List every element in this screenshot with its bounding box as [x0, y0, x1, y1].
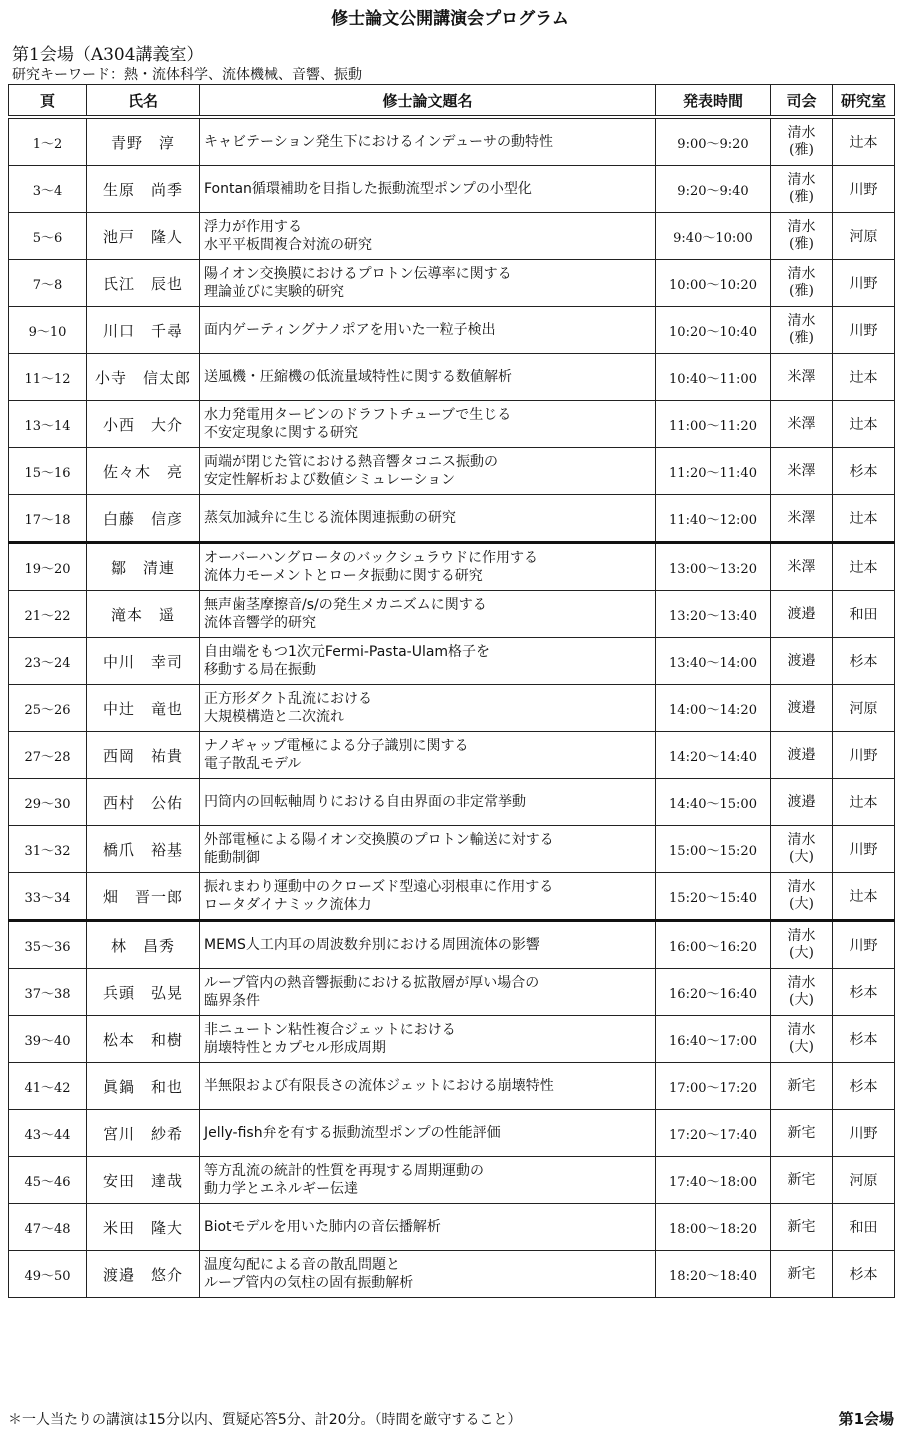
- thesis-title-cell: [200, 543, 656, 591]
- lab-cell: 川野: [833, 1110, 895, 1157]
- lab-cell: 川野: [833, 260, 895, 307]
- thesis-title-cell: [200, 1063, 656, 1110]
- thesis-title-line: 崩壊特性とカプセル形成周期: [204, 1040, 386, 1056]
- thesis-title-cell: [200, 685, 656, 732]
- chair-line: 渡邉: [787, 699, 816, 716]
- thesis-title-line: 外部電極による陽イオン交換膜のプロトン輸送に対する: [204, 832, 554, 848]
- thesis-title-line: 非ニュートン粘性複合ジェットにおける: [204, 1022, 456, 1038]
- student-name-cell: 中川 幸司: [87, 638, 200, 685]
- page-range-cell: 19〜20: [9, 543, 87, 591]
- chair-line: 清水: [787, 928, 816, 944]
- table-row: [9, 826, 895, 873]
- thesis-title-cell: [200, 969, 656, 1016]
- chair-cell: [771, 1016, 833, 1063]
- lab-cell: 杉本: [833, 969, 895, 1016]
- page-range-cell: 37〜38: [9, 969, 87, 1016]
- thesis-title-cell: [200, 260, 656, 307]
- page-range-cell: 27〜28: [9, 732, 87, 779]
- presentation-time-cell: 13:20〜13:40: [656, 591, 771, 638]
- page-range-cell: 41〜42: [9, 1063, 87, 1110]
- student-name-cell: 西岡 祐貴: [87, 732, 200, 779]
- thesis-title-line: 移動する局在振動: [204, 662, 316, 678]
- chair-cell: [771, 873, 833, 921]
- student-name-cell: 白藤 信彦: [87, 495, 200, 543]
- table-row: [9, 1016, 895, 1063]
- thesis-title-line: 無声歯茎摩擦音/s/の発生メカニズムに関する: [204, 597, 487, 613]
- page-range-cell: 7〜8: [9, 260, 87, 307]
- chair-cell: [771, 117, 833, 166]
- chair-line: 新宅: [787, 1077, 816, 1094]
- page-range-cell: 5〜6: [9, 213, 87, 260]
- presentation-time-cell: 11:00〜11:20: [656, 401, 771, 448]
- chair-cell: [771, 638, 833, 685]
- chair-cell: [771, 591, 833, 638]
- chair-cell: [771, 826, 833, 873]
- thesis-title-cell: [200, 591, 656, 638]
- thesis-title-cell: [200, 1204, 656, 1251]
- student-name-cell: 川口 千尋: [87, 307, 200, 354]
- thesis-title-line: 理論並びに実験的研究: [204, 284, 344, 300]
- page-range-cell: 25〜26: [9, 685, 87, 732]
- chair-line: (雅): [789, 330, 814, 346]
- student-name-cell: 小西 大介: [87, 401, 200, 448]
- page-range-cell: 23〜24: [9, 638, 87, 685]
- lab-cell: 辻本: [833, 495, 895, 543]
- thesis-title-line: 送風機・圧縮機の低流量域特性に関する数値解析: [204, 369, 512, 385]
- chair-line: 清水: [787, 219, 816, 235]
- lab-cell: 杉本: [833, 638, 895, 685]
- lab-cell: 辻本: [833, 543, 895, 591]
- thesis-title-cell: [200, 921, 656, 969]
- lab-cell: 川野: [833, 307, 895, 354]
- thesis-title-line: 温度勾配による音の散乱問題と: [204, 1257, 400, 1273]
- thesis-title-line: 大規模構造と二次流れ: [204, 709, 344, 725]
- table-row: [9, 685, 895, 732]
- presentation-time-cell: 10:00〜10:20: [656, 260, 771, 307]
- lab-cell: 和田: [833, 591, 895, 638]
- chair-line: 清水: [787, 975, 816, 991]
- header-time: 発表時間: [656, 85, 771, 118]
- thesis-title-line: 円筒内の回転軸周りにおける自由界面の非定常挙動: [204, 794, 526, 810]
- presentation-time-cell: 11:40〜12:00: [656, 495, 771, 543]
- thesis-title-line: 臨界条件: [204, 993, 260, 1009]
- student-name-cell: 宮川 紗希: [87, 1110, 200, 1157]
- student-name-cell: 渡邉 悠介: [87, 1251, 200, 1298]
- chair-line: 新宅: [787, 1124, 816, 1141]
- thesis-title-cell: [200, 307, 656, 354]
- chair-cell: [771, 543, 833, 591]
- lab-cell: 杉本: [833, 1063, 895, 1110]
- table-row: [9, 969, 895, 1016]
- thesis-title-line: 両端が閉じた管における熱音響タコニス振動の: [204, 454, 498, 470]
- program-table: [8, 84, 895, 1298]
- chair-line: 新宅: [787, 1218, 816, 1235]
- lab-cell: 川野: [833, 921, 895, 969]
- lab-cell: 辻本: [833, 354, 895, 401]
- page-range-cell: 13〜14: [9, 401, 87, 448]
- venue-label: 第1会場（A304講義室）: [12, 45, 204, 65]
- student-name-cell: 米田 隆大: [87, 1204, 200, 1251]
- chair-line: (大): [789, 992, 814, 1008]
- chair-line: 清水: [787, 832, 816, 848]
- student-name-cell: 畑 晋一郎: [87, 873, 200, 921]
- chair-line: 渡邉: [787, 746, 816, 763]
- thesis-title-line: 能動制御: [204, 850, 260, 866]
- table-row: [9, 543, 895, 591]
- presentation-time-cell: 14:40〜15:00: [656, 779, 771, 826]
- chair-cell: [771, 213, 833, 260]
- presentation-time-cell: 14:00〜14:20: [656, 685, 771, 732]
- presentation-time-cell: 11:20〜11:40: [656, 448, 771, 495]
- table-header-row: [9, 85, 895, 118]
- chair-cell: [771, 495, 833, 543]
- table-row: [9, 495, 895, 543]
- chair-line: 渡邉: [787, 793, 816, 810]
- footer-venue-label: 第1会場: [838, 1410, 894, 1428]
- table-row: [9, 1157, 895, 1204]
- chair-cell: [771, 1251, 833, 1298]
- table-row: [9, 260, 895, 307]
- chair-line: (雅): [789, 189, 814, 205]
- presentation-time-cell: 18:20〜18:40: [656, 1251, 771, 1298]
- chair-line: (雅): [789, 142, 814, 158]
- chair-line: 渡邉: [787, 605, 816, 622]
- presentation-time-cell: 16:40〜17:00: [656, 1016, 771, 1063]
- chair-line: 米澤: [787, 415, 816, 432]
- page-range-cell: 3〜4: [9, 166, 87, 213]
- chair-line: (雅): [789, 283, 814, 299]
- table-row: [9, 401, 895, 448]
- chair-cell: [771, 969, 833, 1016]
- student-name-cell: 西村 公佑: [87, 779, 200, 826]
- lab-cell: 杉本: [833, 1251, 895, 1298]
- page-range-cell: 1〜2: [9, 117, 87, 166]
- chair-cell: [771, 401, 833, 448]
- thesis-title-cell: [200, 1110, 656, 1157]
- thesis-title-line: キャビテーション発生下におけるインデューサの動特性: [204, 134, 554, 150]
- page-range-cell: 39〜40: [9, 1016, 87, 1063]
- thesis-title-cell: [200, 732, 656, 779]
- presentation-time-cell: 9:00〜9:20: [656, 117, 771, 166]
- thesis-title-line: 浮力が作用する: [204, 219, 302, 235]
- student-name-cell: 安田 達哉: [87, 1157, 200, 1204]
- thesis-title-line: 等方乱流の統計的性質を再現する周期運動の: [204, 1163, 484, 1179]
- thesis-title-line: 正方形ダクト乱流における: [204, 691, 372, 707]
- header-name: 氏名: [87, 85, 200, 118]
- page-range-cell: 15〜16: [9, 448, 87, 495]
- chair-cell: [771, 307, 833, 354]
- thesis-title-line: ロータダイナミック流体力: [204, 897, 372, 913]
- research-keywords: 研究キーワード：熱・流体科学、流体機械、音響、振動: [12, 67, 362, 83]
- presentation-time-cell: 13:40〜14:00: [656, 638, 771, 685]
- lab-cell: 河原: [833, 1157, 895, 1204]
- thesis-title-cell: [200, 354, 656, 401]
- table-row: [9, 354, 895, 401]
- header-lab: 研究室: [833, 85, 895, 118]
- presentation-time-cell: 17:20〜17:40: [656, 1110, 771, 1157]
- thesis-title-cell: [200, 401, 656, 448]
- thesis-title-cell: [200, 117, 656, 166]
- chair-cell: [771, 260, 833, 307]
- table-row: [9, 779, 895, 826]
- page-range-cell: 11〜12: [9, 354, 87, 401]
- lab-cell: 杉本: [833, 448, 895, 495]
- presentation-time-cell: 16:20〜16:40: [656, 969, 771, 1016]
- thesis-title-line: 陽イオン交換膜におけるプロトン伝導率に関する: [204, 266, 512, 282]
- student-name-cell: 池戸 隆人: [87, 213, 200, 260]
- table-row: [9, 117, 895, 166]
- page-range-cell: 33〜34: [9, 873, 87, 921]
- table-row: [9, 921, 895, 969]
- page-range-cell: 29〜30: [9, 779, 87, 826]
- footnote: ＊一人当たりの講演は15分以内、質疑応答5分、計20分。（時間を厳守すること）: [8, 1412, 522, 1428]
- page-range-cell: 47〜48: [9, 1204, 87, 1251]
- page-title: 修士論文公開講演会プログラム: [331, 9, 569, 29]
- page-range-cell: 9〜10: [9, 307, 87, 354]
- table-row: [9, 732, 895, 779]
- student-name-cell: 兵頭 弘晃: [87, 969, 200, 1016]
- chair-line: (大): [789, 945, 814, 961]
- chair-line: 新宅: [787, 1265, 816, 1282]
- thesis-title-cell: [200, 213, 656, 260]
- student-name-cell: 眞鍋 和也: [87, 1063, 200, 1110]
- presentation-time-cell: 14:20〜14:40: [656, 732, 771, 779]
- table-row: [9, 307, 895, 354]
- chair-cell: [771, 1063, 833, 1110]
- page-range-cell: 31〜32: [9, 826, 87, 873]
- thesis-title-cell: [200, 638, 656, 685]
- thesis-title-cell: [200, 873, 656, 921]
- student-name-cell: 氏江 辰也: [87, 260, 200, 307]
- thesis-title-line: 動力学とエネルギー伝達: [204, 1181, 358, 1197]
- thesis-title-line: 水力発電用タービンのドラフトチューブで生じる: [204, 407, 512, 423]
- thesis-title-cell: [200, 779, 656, 826]
- thesis-title-line: 蒸気加減弁に生じる流体関連振動の研究: [204, 510, 456, 526]
- chair-cell: [771, 1157, 833, 1204]
- lab-cell: 辻本: [833, 779, 895, 826]
- chair-line: 清水: [787, 1022, 816, 1038]
- table-row: [9, 1110, 895, 1157]
- presentation-time-cell: 16:00〜16:20: [656, 921, 771, 969]
- thesis-title-line: 面内ゲーティングナノポアを用いた一粒子検出: [204, 322, 496, 338]
- chair-line: 渡邉: [787, 652, 816, 669]
- chair-line: 米澤: [787, 462, 816, 479]
- header-thesis-title: 修士論文題名: [200, 85, 656, 118]
- lab-cell: 河原: [833, 213, 895, 260]
- chair-cell: [771, 1204, 833, 1251]
- chair-line: 清水: [787, 879, 816, 895]
- presentation-time-cell: 10:20〜10:40: [656, 307, 771, 354]
- thesis-title-line: 水平平板間複合対流の研究: [204, 237, 372, 253]
- thesis-title-line: Jelly-fish弁を有する振動流型ポンプの性能評価: [204, 1125, 501, 1141]
- presentation-time-cell: 17:00〜17:20: [656, 1063, 771, 1110]
- presentation-time-cell: 18:00〜18:20: [656, 1204, 771, 1251]
- chair-line: 新宅: [787, 1171, 816, 1188]
- lab-cell: 辻本: [833, 873, 895, 921]
- lab-cell: 川野: [833, 166, 895, 213]
- chair-line: 米澤: [787, 509, 816, 526]
- chair-cell: [771, 921, 833, 969]
- thesis-title-line: ループ管内の熱音響振動における拡散層が厚い場合の: [204, 975, 540, 991]
- table-row: [9, 448, 895, 495]
- page-range-cell: 49〜50: [9, 1251, 87, 1298]
- table-row: [9, 1063, 895, 1110]
- chair-line: 清水: [787, 172, 816, 188]
- thesis-title-line: Biotモデルを用いた肺内の音伝播解析: [204, 1219, 441, 1235]
- page-range-cell: 21〜22: [9, 591, 87, 638]
- thesis-title-cell: [200, 1251, 656, 1298]
- chair-cell: [771, 779, 833, 826]
- lab-cell: 辻本: [833, 117, 895, 166]
- thesis-title-line: 安定性解析および数値シミュレーション: [204, 472, 456, 488]
- presentation-time-cell: 9:20〜9:40: [656, 166, 771, 213]
- student-name-cell: 佐々木 亮: [87, 448, 200, 495]
- thesis-title-line: 電子散乱モデル: [204, 756, 302, 772]
- table-row: [9, 166, 895, 213]
- presentation-time-cell: 10:40〜11:00: [656, 354, 771, 401]
- chair-cell: [771, 166, 833, 213]
- chair-line: (大): [789, 1039, 814, 1055]
- presentation-time-cell: 9:40〜10:00: [656, 213, 771, 260]
- student-name-cell: 林 昌秀: [87, 921, 200, 969]
- program-table-body: [9, 117, 895, 1298]
- chair-cell: [771, 685, 833, 732]
- student-name-cell: 小寺 信太郎: [87, 354, 200, 401]
- lab-cell: 川野: [833, 826, 895, 873]
- page-range-cell: 45〜46: [9, 1157, 87, 1204]
- thesis-title-line: 流体力モーメントとロータ振動に関する研究: [204, 568, 483, 584]
- chair-line: 清水: [787, 125, 816, 141]
- table-row: [9, 1204, 895, 1251]
- presentation-time-cell: 17:40〜18:00: [656, 1157, 771, 1204]
- header-page: 頁: [9, 85, 87, 118]
- student-name-cell: 滝本 遥: [87, 591, 200, 638]
- thesis-title-line: MEMS人工内耳の周波数弁別における周囲流体の影響: [204, 937, 540, 953]
- thesis-title-line: Fontan循環補助を目指した振動流型ポンプの小型化: [204, 181, 532, 197]
- thesis-title-line: 流体音響学的研究: [204, 615, 316, 631]
- table-row: [9, 1251, 895, 1298]
- chair-line: 清水: [787, 266, 816, 282]
- chair-line: 米澤: [787, 558, 816, 575]
- chair-line: (大): [789, 896, 814, 912]
- thesis-title-line: オーバーハングロータのバックシュラウドに作用する: [204, 550, 539, 566]
- chair-line: 米澤: [787, 368, 816, 385]
- thesis-title-line: 自由端をもつ1次元Fermi-Pasta-Ulam格子を: [204, 644, 491, 660]
- page-range-cell: 35〜36: [9, 921, 87, 969]
- thesis-title-cell: [200, 1157, 656, 1204]
- lab-cell: 和田: [833, 1204, 895, 1251]
- lab-cell: 辻本: [833, 401, 895, 448]
- lab-cell: 杉本: [833, 1016, 895, 1063]
- thesis-title-cell: [200, 448, 656, 495]
- header-chair: 司会: [771, 85, 833, 118]
- student-name-cell: 生原 尚季: [87, 166, 200, 213]
- table-row: [9, 638, 895, 685]
- thesis-title-line: 半無限および有限長さの流体ジェットにおける崩壊特性: [204, 1078, 554, 1094]
- table-row: [9, 873, 895, 921]
- chair-line: 清水: [787, 313, 816, 329]
- student-name-cell: 青野 淳: [87, 117, 200, 166]
- student-name-cell: 中辻 竜也: [87, 685, 200, 732]
- thesis-title-line: 不安定現象に関する研究: [204, 425, 358, 441]
- chair-cell: [771, 448, 833, 495]
- thesis-title-line: 振れまわり運動中のクローズド型遠心羽根車に作用する: [204, 879, 554, 895]
- presentation-time-cell: 15:00〜15:20: [656, 826, 771, 873]
- thesis-title-cell: [200, 495, 656, 543]
- student-name-cell: 松本 和樹: [87, 1016, 200, 1063]
- thesis-title-cell: [200, 1016, 656, 1063]
- chair-cell: [771, 732, 833, 779]
- student-name-cell: 橋爪 裕基: [87, 826, 200, 873]
- thesis-title-cell: [200, 826, 656, 873]
- presentation-time-cell: 13:00〜13:20: [656, 543, 771, 591]
- chair-cell: [771, 1110, 833, 1157]
- chair-cell: [771, 354, 833, 401]
- thesis-title-line: ナノギャップ電極による分子識別に関する: [204, 738, 469, 754]
- presentation-time-cell: 15:20〜15:40: [656, 873, 771, 921]
- thesis-title-line: ループ管内の気柱の固有振動解析: [204, 1275, 414, 1291]
- table-row: [9, 213, 895, 260]
- thesis-title-cell: [200, 166, 656, 213]
- page-range-cell: 43〜44: [9, 1110, 87, 1157]
- table-row: [9, 591, 895, 638]
- lab-cell: 河原: [833, 685, 895, 732]
- chair-line: (雅): [789, 236, 814, 252]
- student-name-cell: 鄒 清連: [87, 543, 200, 591]
- page-range-cell: 17〜18: [9, 495, 87, 543]
- chair-line: (大): [789, 849, 814, 865]
- lab-cell: 川野: [833, 732, 895, 779]
